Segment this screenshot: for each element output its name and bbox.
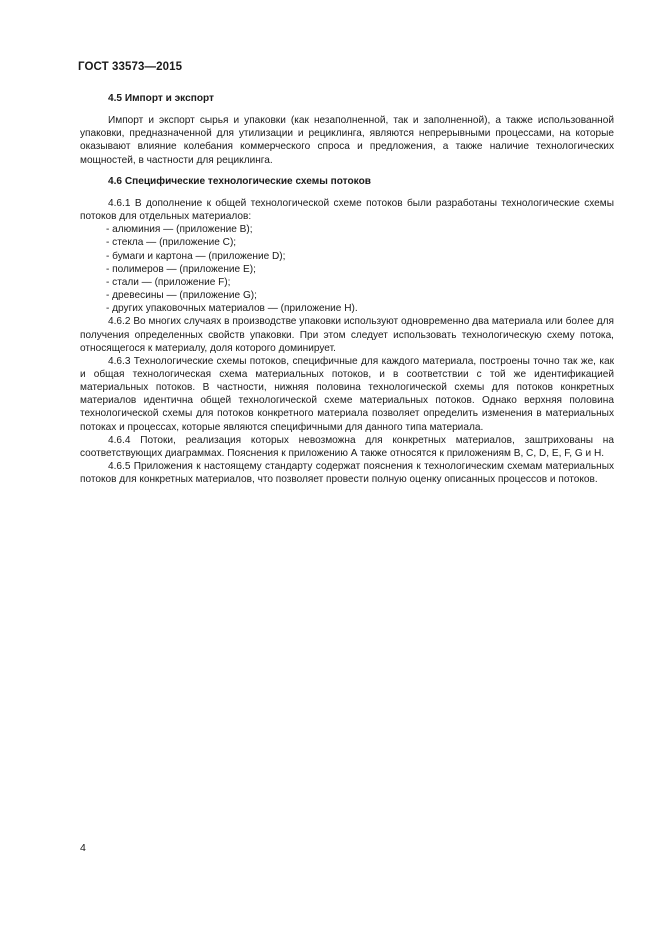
section-4-5 [80, 92, 614, 167]
paragraph: Импорт и экспорт сырья и упаковки (как незаполненной, так и заполненной), а также использованной упаковки, предназначенной для утилизации и рециклинга, являются непрерывными процессами, на которые оказывают влияние колебания коммерческого спроса и предложения, а также наличие технологических мощностей, в частности для рециклинга. [80, 115, 614, 166]
paragraph-4-6-1: 4.6.1 В дополнение к общей технологической схеме потоков были разработаны технологические схемы потоков для отдельных материалов: [80, 197, 614, 223]
list-item: - полимеров — (приложение Е); [106, 263, 256, 275]
document-header: ГОСТ 33573—2015 [78, 61, 183, 73]
list-item: - других упаковочных материалов — (приложение Н). [106, 303, 358, 315]
section-heading: 4.6 Специфические технологические схемы потоков [108, 175, 371, 187]
list-item: - древесины — (приложение G); [106, 290, 257, 302]
list-item: - бумаги и картона — (приложение D); [106, 250, 286, 262]
list-item: - алюминия — (приложение В); [106, 224, 253, 236]
page-number: 4 [80, 842, 86, 854]
paragraph-4-6-4: 4.6.4 Потоки, реализация которых невозможна для конкретных материалов, заштрихованы на соответствующих диаграммах. Пояснения к приложению А также относятся к приложениям В, С, D, Е, F, G и Н. [80, 434, 614, 459]
section-heading: 4.5 Импорт и экспорт [108, 93, 214, 104]
materials-list [80, 223, 614, 315]
list-item: - стекла — (приложение С); [106, 237, 237, 249]
page-content [80, 92, 614, 486]
paragraph-4-6-5: 4.6.5 Приложения к настоящему стандарту содержат пояснения к технологическим схемам материальных потоков для конкретных материалов, что позволяет провести полную оценку описанных процессов и потоков. [80, 461, 614, 486]
paragraph-4-6-2: 4.6.2 Во многих случаях в производстве упаковки используют одновременно два материала или более для получения определенных свойств упаковки. При этом следует использовать технологическую схему потока, относящегося к материалу, доля которого доминирует. [80, 316, 614, 354]
list-item: - стали — (приложение F); [106, 276, 231, 288]
paragraph-4-6-3: 4.6.3 Технологические схемы потоков, специфичные для каждого материала, построены точно так же, как и общая технологическая схема материальных потоков, и в соответствии с той же идентификацией материальных потоков. В частности, нижняя половина технологической схемы для потоков конкретных материалов идентична общей технологической схеме материальных потоков. Однако верхняя половина технологической схемы для потоков конкретного материала позволяет определить изменения в материальных потоках и процессах, которые являются специфичными для данного типа материала. [80, 355, 614, 433]
section-4-6 [80, 175, 614, 487]
